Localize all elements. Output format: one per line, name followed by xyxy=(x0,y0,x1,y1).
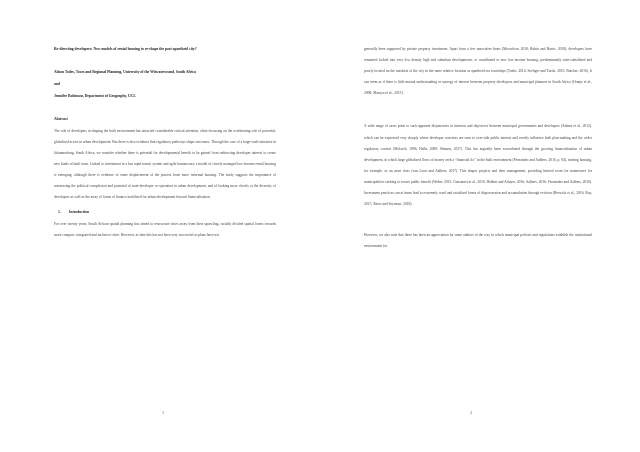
page-number-2: 2 xyxy=(470,410,473,415)
paragraph-disjunctures: A wide range of cases point to such apparent disjunctures in interests and objectives between municipal governments and developers (Adams et al., 2012), which can be expressed very sharply where developer concerns are seen to over-ride public interest and overtly influence both plan-making and the wider regulatory context (Molotch, 1996; Halla, 2008; Shimon, 2017). This has arguably been exacerbated through the growing financialisation of urban development, in which large globalised flows of money seek a “financial fix” in the built environment (Fernandez and Aalbers, 2016, p. 84), treating housing, for example, as an asset class (van Loon and Aalbers, 2017). This shapes projects and their management, providing limited room for manoeuvre for municipalities seeking to secure public benefit (Weber, 2015; Guironnet et al., 2016, Halbert and Attuyer, 2016; Aalbers, 2016; Fernandez and Aalbers, 2016). Investment practices can at times lead to extremely cruel and racialised forms of dispossession and accumulation through eviction (Beswick et al., 2016; Roy, 2017; Akers and Seymour, 2018). xyxy=(364,124,592,207)
page-number-1: 1 xyxy=(162,410,165,415)
author-1: Alison Todes, Town and Regional Planning, University of the Witwatersrand, South Africa xyxy=(54,70,196,75)
author-2: Jennifer Robinson, Department of Geography, UCL xyxy=(54,93,136,98)
intro-heading: Introduction xyxy=(69,210,90,215)
paragraph-continued: generally been supported by private property investment. Apart from a few innovative firms (Mosselson, 2018; Rubin and Harris, 2018), developers have remained locked into very low density high end suburban developments, or contributed to new low-income housing, predominantly state-subsidised and poorly located on the outskirts of the city in the same relative location as apartheid era townships (Todes, 2014; Seeliger and Turok, 2015; Butcher, 2016). It can seem as if there is little mutual understanding or synergy of interest between property developers and municipal planners in South Africa (Oranje et al., 2008; Masuya et al., 2015). xyxy=(364,47,592,96)
author-conjunction: and xyxy=(54,82,60,86)
intro-text: For over twenty years, South African spatial planning has aimed to restructure cities away from their sprawling, racially divided spatial forms towards more compact, integrated and inclusive cities. However, as date this has not been very successful as plans have not xyxy=(54,221,276,237)
paragraph-however: However, we also note that there has been an appreciation by some authors of the way in which municipal policies and regulations establish the institutional environment for xyxy=(364,233,592,249)
page-2 xyxy=(320,0,640,452)
paper-title: Re-directing developers: New models of rental housing to re-shape the post-apartheid city? xyxy=(54,47,197,51)
page-1-content xyxy=(54,44,276,241)
intro-section-number: 1. xyxy=(58,210,61,215)
page-2-content xyxy=(364,44,592,252)
abstract-heading: Abstract xyxy=(54,117,68,122)
abstract-text: The role of developers in shaping the built environment has attracted considerable critical attention, often focussing on the overbearing role of powerful, globalised actors in urban development. But there is also evidence that regulatory pathways shape outcomes. Through the case of a large-scale initiative in Johannesburg, South Africa, we consider whether there is potential for developmental benefit to be gained from redirecting developer interest to create new kinds of built form. Linked to investment in a bus rapid transit system and agile bureaucracy a model of closely managed low-income rental housing is emerging, although there is evidence of some displacement of the poorest from more informal housing. The study suggests the importance of reassessing the political complexion and potential of state-developer co-operation in urban development, and of looking more closely at the diversity of developers as well as the array of forms of finance mobilised for urban development beyond financialisation. xyxy=(54,128,277,200)
intro-heading-row xyxy=(54,207,276,218)
